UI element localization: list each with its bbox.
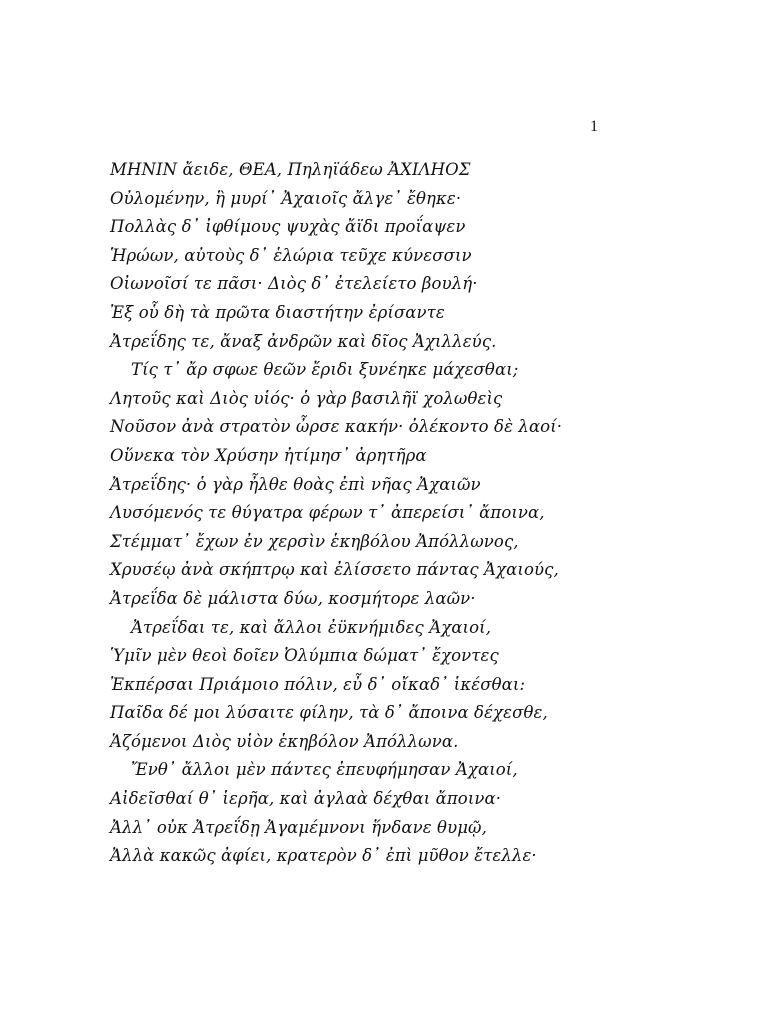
verse-line: Στέμματ᾽ ἔχων ἐν χερσὶν ἑκηβόλου Ἀπόλλωνος, — [110, 531, 519, 551]
verse-line: Πολλὰς δ᾽ ἰφθίμους ψυχὰς ἄϊδι προΐαψεν — [110, 217, 466, 237]
page-number: 1 — [590, 118, 598, 135]
verse-line: Ἀτρεΐδα δὲ μάλιστα δύω, κοσμήτορε λαῶν· — [110, 588, 476, 608]
verse-line: Νοῦσον ἀνὰ στρατὸν ὦρσε κακήν· ὀλέκοντο δὲ λαοί· — [110, 417, 563, 437]
verse-block — [110, 156, 563, 871]
verse-line: Λυσόμενός τε θύγατρα φέρων τ᾽ ἀπερείσι᾽ ἄποινα, — [110, 503, 545, 523]
verse-line: Λητοῦς καὶ Διὸς υἱός· ὁ γὰρ βασιλῆϊ χολωθεὶς — [110, 388, 503, 408]
verse-line: Ἔνθ᾽ ἄλλοι μὲν πάντες ἐπευφήμησαν Ἀχαιοί, — [131, 760, 518, 780]
verse-line: Ἐξ οὗ δὴ τὰ πρῶτα διαστήτην ἐρίσαντε — [110, 302, 445, 322]
verse-line: Ἀλλὰ κακῶς ἀφίει, κρατερὸν δ᾽ ἐπὶ μῦθον ἔτελλε· — [110, 846, 537, 866]
verse-line: Ἀτρεΐδαι τε, καὶ ἄλλοι ἐϋκνήμιδες Ἀχαιοί, — [131, 617, 492, 637]
verse-line: Οἰωνοῖσί τε πᾶσι· Διὸς δ᾽ ἐτελείετο βουλή· — [110, 274, 478, 294]
verse-line: Ἀτρεΐδης· ὁ γὰρ ἦλθε θοὰς ἐπὶ νῆας Ἀχαιῶν — [110, 474, 481, 494]
verse-line: ΜΗΝΙΝ ἄειδε, ΘΕΑ, Πηληϊάδεω ἈΧΙΛΗΟΣ — [110, 160, 471, 179]
verse-line: Ὑμῖν μὲν θεοὶ δοῖεν Ὀλύμπια δώματ᾽ ἔχοντες — [110, 646, 499, 666]
verse-line: Οὐλομένην, ἣ μυρί᾽ Ἀχαιοῖς ἄλγε᾽ ἔθηκε· — [110, 188, 462, 208]
verse-line: Χρυσέῳ ἀνὰ σκήπτρῳ καὶ ἐλίσσετο πάντας Ἀχαιούς, — [110, 560, 559, 580]
verse-line: Ἐκπέρσαι Πριάμοιο πόλιν, εὖ δ᾽ οἴκαδ᾽ ἱκέσθαι: — [110, 674, 526, 694]
verse-line: Ἁζόμενοι Διὸς υἱὸν ἑκηβόλον Ἀπόλλωνα. — [110, 731, 459, 751]
verse-line: Ἀτρεΐδης τε, ἄναξ ἀνδρῶν καὶ δῖος Ἀχιλλεύς. — [110, 331, 497, 351]
verse-line: Αἰδεῖσθαί θ᾽ ἱερῆα, καὶ ἀγλαὰ δέχθαι ἄποινα· — [110, 789, 502, 809]
verse-line: Ἀλλ᾽ οὐκ Ἀτρεΐδῃ Ἀγαμέμνονι ἥνδανε θυμῷ, — [110, 817, 487, 837]
verse-line: Τίς τ᾽ ἄρ σφωε θεῶν ἔριδι ξυνέηκε μάχεσθαι; — [131, 360, 519, 380]
verse-line: Ἡρώων, αὐτοὺς δ᾽ ἑλώρια τεῦχε κύνεσσιν — [110, 245, 472, 265]
verse-line: Παῖδα δέ μοι λύσαιτε φίλην, τὰ δ᾽ ἄποινα δέχεσθε, — [110, 703, 548, 723]
verse-line: Οὕνεκα τὸν Χρύσην ἠτίμησ᾽ ἀρητῆρα — [110, 445, 427, 465]
